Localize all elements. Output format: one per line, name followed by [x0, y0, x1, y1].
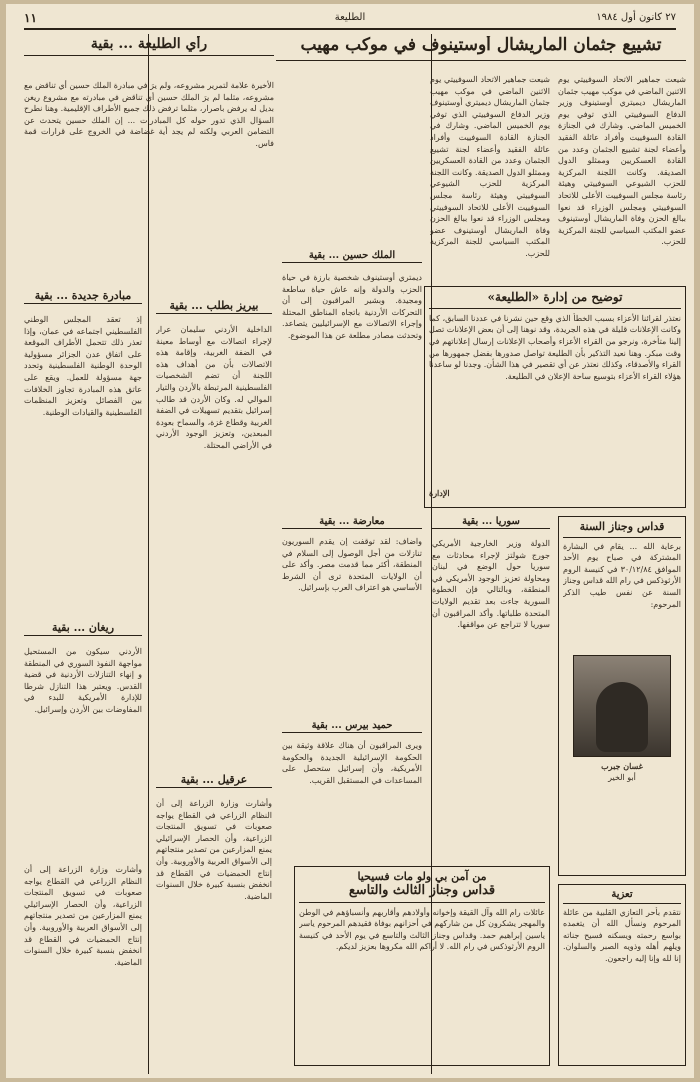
- notice-headline: توضيح من إدارة «الطليعة»: [429, 291, 681, 309]
- initiative-headline: مبادرة جديدة ... بقية: [24, 290, 142, 304]
- syria-text: الدولة وزير الخارجية الأمريكي جورج شولتز لإجراء محادثات مع سوريا حول الوضع في لبنان ومحاولة تعزيز الوجود الأمريكي في المنطقة، وبالتالي فإن الخطوة السورية جاءت بعد تقديم الولايات المتحدة طلباتها. وأكد المراقبون أن سوريا لا تتراجع عن مواقفها.: [432, 539, 550, 630]
- opposition-text: واضاف: لقد توقفت إن يقدم السوريون تنازلات من أجل الوصول إلى السلام في المنطقة، أكثر مما قدمت مصر. وأكد على أن الولايات المتحدة ترى أن الشرط الأساسي هو اعتراف العرب بإسرائيل.: [282, 537, 422, 593]
- notice-text: نعتذر لقرائنا الأعزاء بسبب الخطأ الذي وقع حين نشرنا في عددنا السابق، كما وكانت الإعلانات قليلة في هذه الجريدة، وقد نوهنا إلى أن بعض الإعلانات تصل إلينا متأخرة، ونرجو من القراء الأعزاء وأصحاب الإعلانات إرسال إعلاناتهم في وقت مبكر. وهنا نعيد التذكير بأن الطليعة تواصل صدورها بفضل جمهورها من القراء والأصدقاء، وكذلك نعتذر عن أي تقصير في هذا الشأن. وجدنا لو ساعدنا هؤلاء القراء الأعزاء بتوسيع ساحة الإعلان في الطليعة.: [429, 313, 681, 381]
- elections-headline-block: [282, 720, 422, 738]
- peres-headline: بيريز بطلب ... بقية: [156, 300, 272, 314]
- issue-date: ٢٧ كانون أول ١٩٨٤: [596, 12, 676, 23]
- third-day-mass-subtitle: من آمن بي ولو مات فسيحيا: [357, 870, 487, 883]
- reagan-headline: ريغان ... بقية: [24, 622, 142, 636]
- syria-headline: سوريا ... بقية: [432, 516, 550, 529]
- third-day-mass-text: عائلات رام الله وآل القيقة وإخوانه وأولادهم وأقاربهم وأنسباؤهم في الوطن والمهجر يشكرون كل من شاركهم في أحزانهم بوفاة فقيدهم المرحوم ياسر ياسين إبراهيم حمد. وقداس وجناز الثالث والتاسع في يوم الأحد في كنيسة الروم الأرثوذكس في رام الله. لا أراكم الله مكروها بعزيز لديكم.: [299, 907, 545, 952]
- elections-text: ويرى المراقبون أن هناك علاقة وثيقة بين الحكومة الإسرائيلية الجديدة والحكومة الأمريكية، وأن إسرائيل ستحصل على المساعدات في المستقبل القريب.: [282, 741, 422, 785]
- reagan-headline-block: [24, 622, 142, 642]
- page-header: [24, 10, 676, 30]
- king-hussein-headline: الملك حسين ... بقية: [282, 250, 422, 263]
- editorial-headline: رأي الطليعة ... بقية: [24, 36, 274, 56]
- condolence-headline: تعزية: [563, 889, 681, 904]
- agriculture-text: وأشارت وزارة الزراعة إلى أن النظام الزراعي في القطاع يواجه صعوبات في تسويق المنتجات الزراعية، وأن الحصار الإسرائيلي يمنع المزارعين من تصدير منتجاتهم إلى الأسواق العربية والأوروبية. وأن إنتاج الحمضيات في القطاع قد انخفض بنسبة كبيرة خلال السنوات الماضية.: [156, 799, 272, 901]
- initiative-text: إذ تعقد المجلس الوطني الفلسطيني اجتماعه في عمان، وإذا تعذر ذلك تتحمل الأطراف الموقعة على اتفاق عدن الجزائر مسؤولية الوحدة الوطنية الفلسطينية وتحدد جهة مسؤولة للعمل. ويقع على عاتق هذه المبادرة تجاوز الخلافات بين الفصائل وتعزيز المنظمات الفلسطينية والقيادات الوطنية.: [24, 315, 142, 417]
- lead-article-headline-block: [276, 36, 686, 70]
- editorial-block: [24, 36, 274, 76]
- king-hussein-text: ديمتري أوستينوف شخصية بارزة في حياة الحزب والدولة وإنه عاش حياة ساطعة ومجيدة. وبشير المراقبون إلى أن التحركات الأردنية باتجاه المناطق المحتلة وإجراء الاتصالات مع الإسرائيليين يتصاعد. وتحدثت مصادر مطلعة عن هذا الموضوع.: [282, 273, 422, 340]
- syria-headline-block: [432, 516, 550, 534]
- agriculture-headline-block: [156, 774, 272, 794]
- initiative-headline-block: [24, 290, 142, 310]
- paper-name: الطليعة: [334, 12, 366, 23]
- condolence-text: نتقدم بأحر التعازي القلبية من عائلة المرحوم ونسأل الله أن يتغمده بواسع رحمته ويسكنه فسيح جناته ويلهم أهله وذويه الصبر والسلوان. إنا لله وإنا إليه راجعون.: [563, 907, 681, 963]
- notice-box: [424, 286, 686, 508]
- lead-article-headline: تشييع جثمان الماريشال أوستينوف في موكب مهيب: [276, 36, 686, 61]
- peres-text: الداخلية الأردني سليمان عرار لإجراء اتصالات مع أوساط معينة في الضفة الغربية، وإقامة هذه الاتصالات بأن من أهداف هذه اللجنة أن تضم الشخصيات الفلسطينية المرتبطة بالأردن والتيار الموالي له. وكان الأردن قد طالب إسرائيل بتقديم تسهيلات في الضفة الغربية وقطاع غزة، والسماح بعودة المبعدين، وتعزيز الوجود الأردني في الأراضي المحتلة.: [156, 325, 272, 450]
- newspaper-page: [6, 4, 694, 1078]
- memorial-mass-box: [558, 516, 686, 876]
- lead-article-text-continued: شيعت جماهير الاتحاد السوفييتي يوم الاثنين الماضي في موكب مهيب جثمان الماريشال ديميتري أوستينوف وزير الدفاع السوفييتي الذي توفي يوم الخميس الماضي. وشارك في الجنازة القادة السوفييت وأفراد عائلة الفقيد وأعضاء لجنة تشييع الجثمان وعدد من القادة العسكريين وممثلو الدول الصديقة. وكانت اللجنة المركزية للحزب الشيوعي السوفييتي وهيئة رئاسة مجلس السوفييت الأعلى للاتحاد السوفييتي ومجلس الوزراء قد نعوا ببالغ الحزن وفاة الماريشال أوستينوف عضو المكتب السياسي للجنة المركزية للحزب.: [430, 75, 550, 258]
- peres-headline-block: [156, 300, 272, 320]
- elections-headline: حميد بيرس ... بقية: [282, 720, 422, 733]
- memorial-mass-text: برعاية الله ... يقام في البشارة المشتركة في صباح يوم الأحد الموافق ٣٠/١٢/٨٤ في كنيسة الروم الأرثوذكس في رام الله قداس وجناز السنة عن نفس طيب الذكر المرحوم:: [563, 541, 681, 609]
- deceased-nickname: أبو الخير: [608, 773, 636, 783]
- agriculture-headline: عرقيل ... بقية: [156, 774, 272, 788]
- lead-article-text: شيعت جماهير الاتحاد السوفييتي يوم الاثنين الماضي في موكب مهيب جثمان الماريشال ديميتري أوستينوف وزير الدفاع السوفييتي الذي توفي يوم الخميس الماضي. وشارك في الجنازة القادة السوفييت وأفراد عائلة الفقيد وأعضاء لجنة تشييع الجثمان وعدد من القادة العسكريين وممثلو الدول الصديقة. وكانت اللجنة المركزية للحزب الشيوعي السوفييتي وهيئة رئاسة مجلس السوفييت الأعلى للاتحاد السوفييتي ومجلس الوزراء قد نعوا ببالغ الحزن وفاة الماريشال أوستينوف عضو المكتب السياسي للجنة المركزية للحزب.: [558, 75, 686, 247]
- editorial-text: الأخيرة علامة لتمرير مشروعه، ولم يرَ في مبادرة الملك حسين أي تناقض مع مشروعه، مثلما لم يرَ الملك حسين أي تناقض في مبادرته مع مشروع ريغن بديل له يرفض باصرار، مثلما ترفض ذلك جميع الأطراف الإقليمية. وهنا نطرح السؤال الذي تدور حوله كل المبادرات ... إن الملك حسين يتحدث عن التضامن العربي ولكنه لم يجد أية غضاضة في الخروج على قرارات قمة فاس.: [24, 81, 274, 148]
- third-day-mass-box: [294, 866, 550, 1066]
- deceased-name: غسان جبرب: [601, 760, 643, 771]
- third-day-mass-headline: قداس وجناز الثالث والتاسع: [299, 884, 545, 903]
- reagan-text: الأردني سيكون من المستحيل مواجهة النفوذ السوري في المنطقة و إنهاء التنازلات الأردنية في قضية القدس. ويعتبر هذا التنازل شرطا للإدارة الأمريكية للبدء في المفاوضات بين الأردن وإسرائيل.: [24, 647, 142, 714]
- condolence-box: [558, 884, 686, 1066]
- memorial-mass-headline: قداس وجناز السنة: [563, 521, 681, 538]
- deceased-portrait: [573, 655, 671, 757]
- page-number: ١١: [24, 11, 37, 25]
- opposition-headline: معارضة ... بقية: [282, 516, 422, 529]
- opposition-headline-block: [282, 516, 422, 534]
- king-hussein-headline-block: [282, 250, 422, 268]
- agriculture-text-continued: وأشارت وزارة الزراعة إلى أن النظام الزراعي في القطاع يواجه صعوبات في تسويق المنتجات الزراعية، وأن الحصار الإسرائيلي يمنع المزارعين من تصدير منتجاتهم إلى الأسواق العربية والأوروبية. وأن إنتاج الحمضيات في القطاع قد انخفض بنسبة كبيرة خلال السنوات الماضية.: [24, 865, 142, 967]
- notice-signature: الإدارة: [429, 487, 450, 498]
